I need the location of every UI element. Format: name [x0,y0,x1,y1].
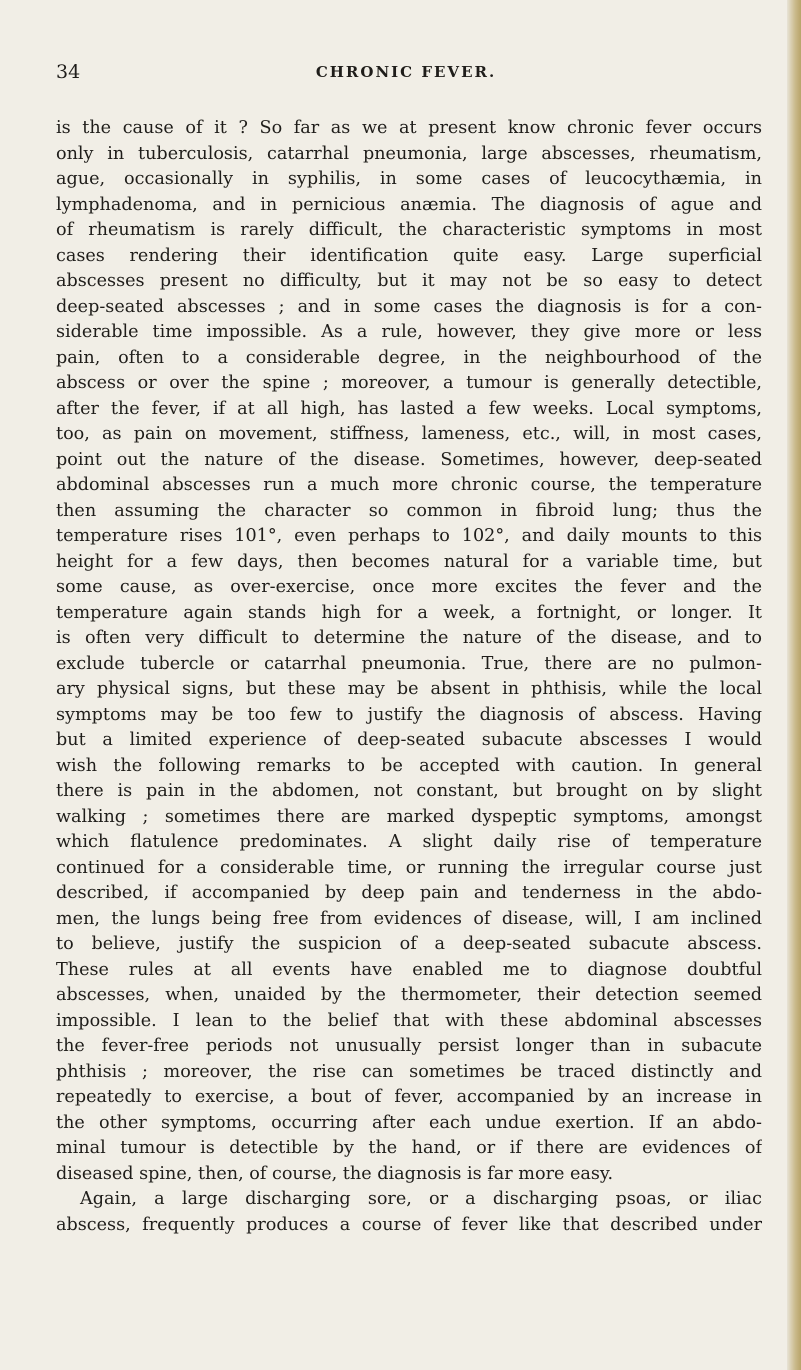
page-number: 34 [56,61,81,83]
text-line: then assuming the character so common in fibroid lung; thus the [56,500,762,521]
running-title: CHRONIC FEVER. [315,63,497,81]
text-line: temperature rises 101°, even perhaps to 102°, and daily mounts to this [56,526,762,546]
text-line: impossible. I lean to the belief that with these abdominal abscesses [56,1010,762,1031]
text-line: cases rendering their identification quite easy. Large superficial [56,245,762,266]
text-line: wish the following remarks to be accepted with caution. In general [56,755,762,776]
text-line: lymphadenoma, and in pernicious anæmia. The diagnosis of ague and [56,194,762,215]
text-line: abdominal abscesses run a much more chronic course, the temperature [56,475,762,495]
text-line: described, if accompanied by deep pain and tenderness in the abdo- [56,883,762,903]
text-line: some cause, as over-exercise, once more excites the fever and the [56,577,762,597]
text-line: ary physical signs, but these may be absent in phthisis, while the local [56,679,762,699]
text-line: the other symptoms, occurring after each undue exertion. If an abdo- [56,1112,762,1133]
page-header [56,60,716,84]
text-line: Again, a large discharging sore, or a discharging psoas, or iliac [80,1189,762,1209]
text-line: abscesses present no difficulty, but it may not be so easy to detect [56,271,762,291]
text-line: abscess, frequently produces a course of fever like that described under [56,1214,762,1235]
text-line: repeatedly to exercise, a bout of fever, accompanied by an increase in [56,1087,762,1107]
text-line: abscesses, when, unaided by the thermometer, their detection seemed [56,985,762,1005]
text-line: only in tuberculosis, catarrhal pneumonia, large abscesses, rheumatism, [56,143,762,164]
text-line: there is pain in the abdomen, not constant, but brought on by slight [56,781,762,801]
text-line: deep-seated abscesses ; and in some cases the diagnosis is for a con- [56,296,762,317]
text-line: men, the lungs being free from evidences of disease, will, I am inclined [56,908,762,929]
text-line: walking ; sometimes there are marked dyspeptic symptoms, amongst [56,806,762,827]
text-line: height for a few days, then becomes natural for a variable time, but [56,551,762,572]
text-line: These rules at all events have enabled me to diagnose doubtful [56,959,762,980]
text-line: point out the nature of the disease. Sometimes, however, deep-seated [56,449,762,470]
text-line: to believe, justify the suspicion of a deep-seated subacute abscess. [56,934,762,954]
text-line: after the fever, if at all high, has lasted a few weeks. Local symptoms, [56,398,762,419]
text-line: symptoms may be too few to justify the diagnosis of abscess. Having [56,704,762,725]
text-line: phthisis ; moreover, the rise can sometimes be traced distinctly and [56,1061,762,1082]
text-line: diseased spine, then, of course, the diagnosis is far more easy. [56,1163,614,1184]
text-line: minal tumour is detectible by the hand, or if there are evidences of [56,1138,762,1158]
text-line: pain, often to a considerable degree, in the neighbourhood of the [56,347,762,368]
text-line: continued for a considerable time, or running the irregular course just [56,857,762,878]
text-line: which flatulence predominates. A slight daily rise of temperature [56,832,762,852]
text-line: is often very difficult to determine the nature of the disease, and to [56,628,762,648]
text-line: abscess or over the spine ; moreover, a tumour is generally detectible, [56,373,762,393]
text-line: ague, occasionally in syphilis, in some cases of leucocythæmia, in [56,169,762,189]
text-line: temperature again stands high for a week, a fortnight, or longer. It [56,602,762,623]
text-line: siderable time impossible. As a rule, however, they give more or less [56,322,762,342]
text-line: of rheumatism is rarely difficult, the characteristic symptoms in most [56,220,762,240]
body-text [56,116,762,1238]
text-line: the fever-free periods not unusually persist longer than in subacute [56,1036,762,1056]
text-line: but a limited experience of deep-seated subacute abscesses I would [56,730,762,750]
text-line: exclude tubercle or catarrhal pneumonia. True, there are no pulmon- [56,653,762,674]
text-line: is the cause of it ? So far as we at present know chronic fever occurs [56,118,762,138]
page-edge [787,0,801,1370]
text-line: too, as pain on movement, stiffness, lameness, etc., will, in most cases, [56,424,762,444]
